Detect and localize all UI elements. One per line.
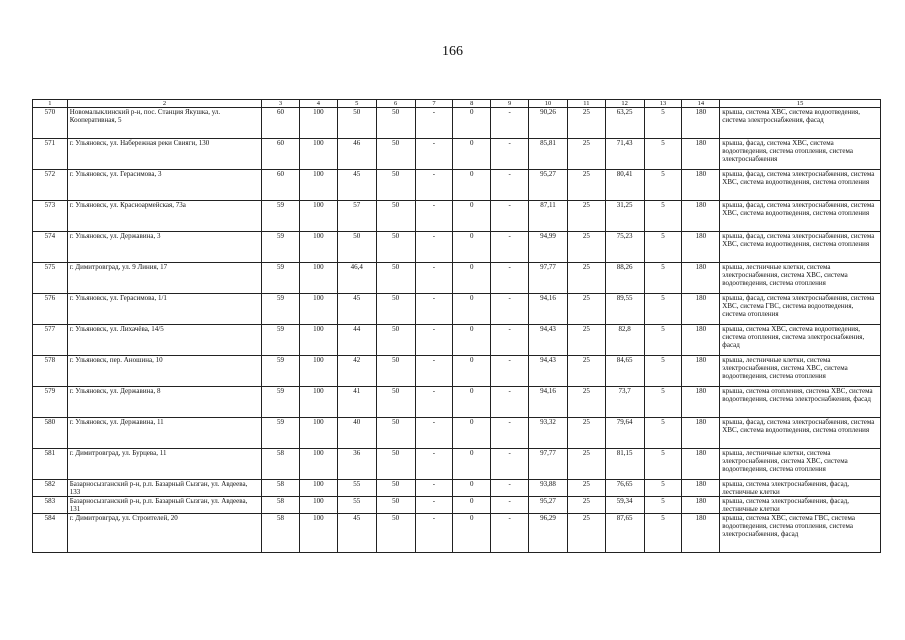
value-cell: 90,26 [529,108,568,139]
value-cell: 180 [682,356,720,387]
value-cell: 25 [567,449,605,480]
value-cell: 84,65 [605,356,644,387]
column-header: 11 [567,100,605,108]
value-cell: - [415,263,453,294]
value-cell: 50 [376,387,415,418]
value-cell: - [491,325,529,356]
value-cell: 93,32 [529,418,568,449]
value-cell: 95,27 [529,170,568,201]
value-cell: 95,27 [529,497,568,514]
value-cell: 71,43 [605,139,644,170]
value-cell: 180 [682,480,720,497]
value-cell: 89,55 [605,294,644,325]
value-cell: 94,16 [529,294,568,325]
value-cell: 59 [262,387,300,418]
value-cell: - [415,418,453,449]
address-cell: г. Димитровград, ул. Бурцева, 11 [67,449,261,480]
value-cell: 0 [453,497,491,514]
value-cell: 25 [567,108,605,139]
value-cell: 59 [262,294,300,325]
value-cell: 100 [299,387,337,418]
value-cell: 50 [376,418,415,449]
work-types-cell: крыша, система электроснабжения, фасад, лестничные клетки [720,497,881,514]
table-row [33,356,881,387]
value-cell: - [491,294,529,325]
row-number-cell: 578 [33,356,68,387]
value-cell: 5 [644,201,682,232]
work-types-cell: крыша, фасад, система электроснабжения, система ХВС, система водоотведения, система отопления [720,418,881,449]
value-cell: 100 [299,201,337,232]
value-cell: 31,25 [605,201,644,232]
value-cell: 45 [337,170,376,201]
value-cell: 50 [376,356,415,387]
value-cell: 100 [299,497,337,514]
row-number-cell: 573 [33,201,68,232]
value-cell: 87,65 [605,514,644,553]
value-cell: 0 [453,263,491,294]
column-header: 12 [605,100,644,108]
value-cell: 59 [262,418,300,449]
address-cell: Базарносызганский р-н, р.п. Базарный Сызган, ул. Авдеева, 131 [67,497,261,514]
work-types-cell: крыша, фасад, система электроснабжения, система ХВС, система ГВС, система водоотведения, система отопления [720,294,881,325]
work-types-cell: крыша, система ХВС, система водоотведения, система электроснабжения, фасад [720,108,881,139]
value-cell: 59 [262,325,300,356]
table-row [33,232,881,263]
work-types-cell: крыша, система ХВС, система ГВС, система водоотведения, система отопления, система электроснабжения, фасад [720,514,881,553]
value-cell: 5 [644,387,682,418]
value-cell: 100 [299,480,337,497]
value-cell: 100 [299,232,337,263]
work-types-cell: крыша, лестничные клетки, система электроснабжения, система ХВС, система водоотведения, система отопления [720,263,881,294]
value-cell: 63,25 [605,108,644,139]
address-cell: г. Димитровград, ул. Строителей, 20 [67,514,261,553]
value-cell: - [491,201,529,232]
row-number-cell: 583 [33,497,68,514]
value-cell: 50 [376,514,415,553]
value-cell: - [415,356,453,387]
column-header: 5 [337,100,376,108]
value-cell: 180 [682,232,720,263]
address-cell: г. Ульяновск, ул. Державина, 8 [67,387,261,418]
table-row [33,108,881,139]
value-cell: - [415,387,453,418]
value-cell: - [415,294,453,325]
value-cell: 0 [453,232,491,263]
value-cell: 73,7 [605,387,644,418]
value-cell: 57 [337,201,376,232]
value-cell: 25 [567,418,605,449]
table-row [33,263,881,294]
work-types-cell: крыша, система ХВС, система водоотведения, система отопления, система электроснабжения, фасад [720,325,881,356]
column-header: 9 [491,100,529,108]
value-cell: 100 [299,356,337,387]
value-cell: 0 [453,449,491,480]
value-cell: 5 [644,480,682,497]
value-cell: 5 [644,108,682,139]
value-cell: - [415,514,453,553]
row-number-cell: 571 [33,139,68,170]
value-cell: 46 [337,139,376,170]
value-cell: 180 [682,201,720,232]
value-cell: 79,64 [605,418,644,449]
value-cell: 50 [376,497,415,514]
value-cell: 100 [299,170,337,201]
work-types-cell: крыша, фасад, система электроснабжения, система ХВС, система водоотведения, система отопления [720,201,881,232]
value-cell: 0 [453,387,491,418]
table-row [33,201,881,232]
value-cell: 0 [453,418,491,449]
value-cell: 180 [682,514,720,553]
column-header: 6 [376,100,415,108]
value-cell: 5 [644,294,682,325]
value-cell: 5 [644,418,682,449]
value-cell: 5 [644,170,682,201]
address-cell: г. Ульяновск, ул. Герасимова, 1/1 [67,294,261,325]
value-cell: 5 [644,263,682,294]
table-row [33,294,881,325]
value-cell: 25 [567,263,605,294]
value-cell: - [415,232,453,263]
value-cell: 25 [567,232,605,263]
value-cell: 5 [644,232,682,263]
value-cell: 100 [299,514,337,553]
value-cell: 0 [453,170,491,201]
table-row [33,139,881,170]
value-cell: - [415,497,453,514]
value-cell: 25 [567,170,605,201]
value-cell: 5 [644,514,682,553]
value-cell: 58 [262,497,300,514]
value-cell: 25 [567,356,605,387]
value-cell: 5 [644,325,682,356]
value-cell: 94,43 [529,325,568,356]
work-types-cell: крыша, лестничные клетки, система электроснабжения, система ХВС, система водоотведения, система отопления [720,449,881,480]
table-row [33,514,881,553]
value-cell: 25 [567,387,605,418]
value-cell: 88,26 [605,263,644,294]
column-header: 10 [529,100,568,108]
value-cell: 180 [682,418,720,449]
value-cell: - [415,139,453,170]
value-cell: 85,81 [529,139,568,170]
value-cell: 55 [337,497,376,514]
value-cell: - [491,497,529,514]
row-number-cell: 579 [33,387,68,418]
address-cell: г. Ульяновск, ул. Лихачёва, 14/5 [67,325,261,356]
value-cell: 97,77 [529,449,568,480]
value-cell: 50 [376,139,415,170]
value-cell: 58 [262,480,300,497]
value-cell: - [491,387,529,418]
table-row [33,497,881,514]
address-cell: г. Ульяновск, ул. Державина, 11 [67,418,261,449]
value-cell: 0 [453,108,491,139]
value-cell: 0 [453,514,491,553]
value-cell: 82,8 [605,325,644,356]
value-cell: 59 [262,263,300,294]
value-cell: - [491,263,529,294]
value-cell: - [415,108,453,139]
value-cell: 41 [337,387,376,418]
value-cell: 58 [262,449,300,480]
value-cell: 60 [262,108,300,139]
value-cell: - [491,108,529,139]
page-number: 166 [442,44,463,59]
value-cell: 50 [376,325,415,356]
value-cell: 87,11 [529,201,568,232]
address-cell: Базарносызганский р-н, р.п. Базарный Сызган, ул. Авдеева, 133 [67,480,261,497]
value-cell: 59 [262,356,300,387]
value-cell: 180 [682,108,720,139]
value-cell: 100 [299,418,337,449]
value-cell: 94,16 [529,387,568,418]
value-cell: - [491,480,529,497]
work-types-cell: крыша, фасад, система электроснабжения, система ХВС, система водоотведения, система отопления [720,232,881,263]
value-cell: 5 [644,139,682,170]
value-cell: 50 [376,170,415,201]
value-cell: 180 [682,294,720,325]
row-number-cell: 580 [33,418,68,449]
value-cell: 180 [682,325,720,356]
value-cell: 76,65 [605,480,644,497]
value-cell: 44 [337,325,376,356]
value-cell: 50 [376,294,415,325]
value-cell: 100 [299,294,337,325]
value-cell: 25 [567,514,605,553]
value-cell: 46,4 [337,263,376,294]
value-cell: - [491,232,529,263]
value-cell: - [415,170,453,201]
value-cell: 59 [262,232,300,263]
row-number-cell: 575 [33,263,68,294]
column-header: 7 [415,100,453,108]
value-cell: - [491,170,529,201]
column-header: 13 [644,100,682,108]
value-cell: 94,99 [529,232,568,263]
column-header: 8 [453,100,491,108]
value-cell: 100 [299,449,337,480]
work-types-cell: крыша, фасад, система ХВС, система водоотведения, система отопления, система электроснабжения [720,139,881,170]
value-cell: - [491,139,529,170]
value-cell: 50 [376,449,415,480]
row-number-cell: 570 [33,108,68,139]
value-cell: 81,15 [605,449,644,480]
table-row [33,170,881,201]
value-cell: 5 [644,356,682,387]
value-cell: 100 [299,139,337,170]
value-cell: 50 [376,108,415,139]
work-types-cell: крыша, система отопления, система ХВС, система водоотведения, система электроснабжения, фасад [720,387,881,418]
value-cell: 40 [337,418,376,449]
value-cell: - [491,356,529,387]
table-row [33,387,881,418]
value-cell: 50 [376,232,415,263]
value-cell: 100 [299,325,337,356]
row-number-cell: 581 [33,449,68,480]
value-cell: 25 [567,325,605,356]
value-cell: 97,77 [529,263,568,294]
row-number-cell: 582 [33,480,68,497]
table-row [33,418,881,449]
value-cell: 60 [262,170,300,201]
value-cell: 75,23 [605,232,644,263]
value-cell: 42 [337,356,376,387]
value-cell: 58 [262,514,300,553]
value-cell: 0 [453,356,491,387]
table-row [33,480,881,497]
value-cell: 0 [453,201,491,232]
value-cell: 180 [682,139,720,170]
value-cell: 36 [337,449,376,480]
value-cell: - [491,514,529,553]
address-cell: Новомалыклинский р-н, пос. Станция Якушка, ул. Кооперативная, 5 [67,108,261,139]
value-cell: 50 [376,263,415,294]
value-cell: 180 [682,449,720,480]
value-cell: - [415,201,453,232]
value-cell: 0 [453,480,491,497]
row-number-cell: 572 [33,170,68,201]
header-row [33,100,881,108]
address-cell: г. Ульяновск, ул. Красноармейская, 73а [67,201,261,232]
column-header: 15 [720,100,881,108]
value-cell: 180 [682,263,720,294]
column-header: 4 [299,100,337,108]
value-cell: 93,88 [529,480,568,497]
work-types-cell: крыша, фасад, система электроснабжения, система ХВС, система водоотведения, система отопления [720,170,881,201]
table-row [33,449,881,480]
value-cell: 0 [453,294,491,325]
value-cell: 25 [567,201,605,232]
value-cell: 94,43 [529,356,568,387]
work-types-cell: крыша, лестничные клетки, система электроснабжения, система ХВС, система водоотведения, система отопления [720,356,881,387]
value-cell: 5 [644,497,682,514]
value-cell: 60 [262,139,300,170]
value-cell: 5 [644,449,682,480]
value-cell: 50 [376,201,415,232]
value-cell: - [415,480,453,497]
table-body [33,100,881,553]
value-cell: 0 [453,139,491,170]
value-cell: 25 [567,497,605,514]
value-cell: - [491,418,529,449]
value-cell: 80,41 [605,170,644,201]
value-cell: 50 [337,232,376,263]
value-cell: 180 [682,387,720,418]
address-cell: г. Димитровград, ул. 9 Линия, 17 [67,263,261,294]
value-cell: 100 [299,263,337,294]
row-number-cell: 584 [33,514,68,553]
column-header: 1 [33,100,68,108]
value-cell: - [415,449,453,480]
value-cell: 25 [567,294,605,325]
value-cell: 55 [337,480,376,497]
column-header: 14 [682,100,720,108]
column-header: 2 [67,100,261,108]
address-cell: г. Ульяновск, ул. Державина, 3 [67,232,261,263]
value-cell: 59 [262,201,300,232]
value-cell: 0 [453,325,491,356]
address-cell: г. Ульяновск, ул. Набережная реки Свияги, 130 [67,139,261,170]
row-number-cell: 577 [33,325,68,356]
address-cell: г. Ульяновск, пер. Аношина, 10 [67,356,261,387]
value-cell: 50 [337,108,376,139]
table-row [33,325,881,356]
row-number-cell: 574 [33,232,68,263]
value-cell: 25 [567,139,605,170]
value-cell: 96,29 [529,514,568,553]
column-header: 3 [262,100,300,108]
value-cell: - [415,325,453,356]
value-cell: 25 [567,480,605,497]
value-cell: 45 [337,514,376,553]
data-table [32,99,881,553]
value-cell: 180 [682,497,720,514]
row-number-cell: 576 [33,294,68,325]
value-cell: 180 [682,170,720,201]
value-cell: 59,34 [605,497,644,514]
work-types-cell: крыша, система электроснабжения, фасад, лестничные клетки [720,480,881,497]
value-cell: 45 [337,294,376,325]
value-cell: 100 [299,108,337,139]
value-cell: 50 [376,480,415,497]
value-cell: - [491,449,529,480]
address-cell: г. Ульяновск, ул. Герасимова, 3 [67,170,261,201]
